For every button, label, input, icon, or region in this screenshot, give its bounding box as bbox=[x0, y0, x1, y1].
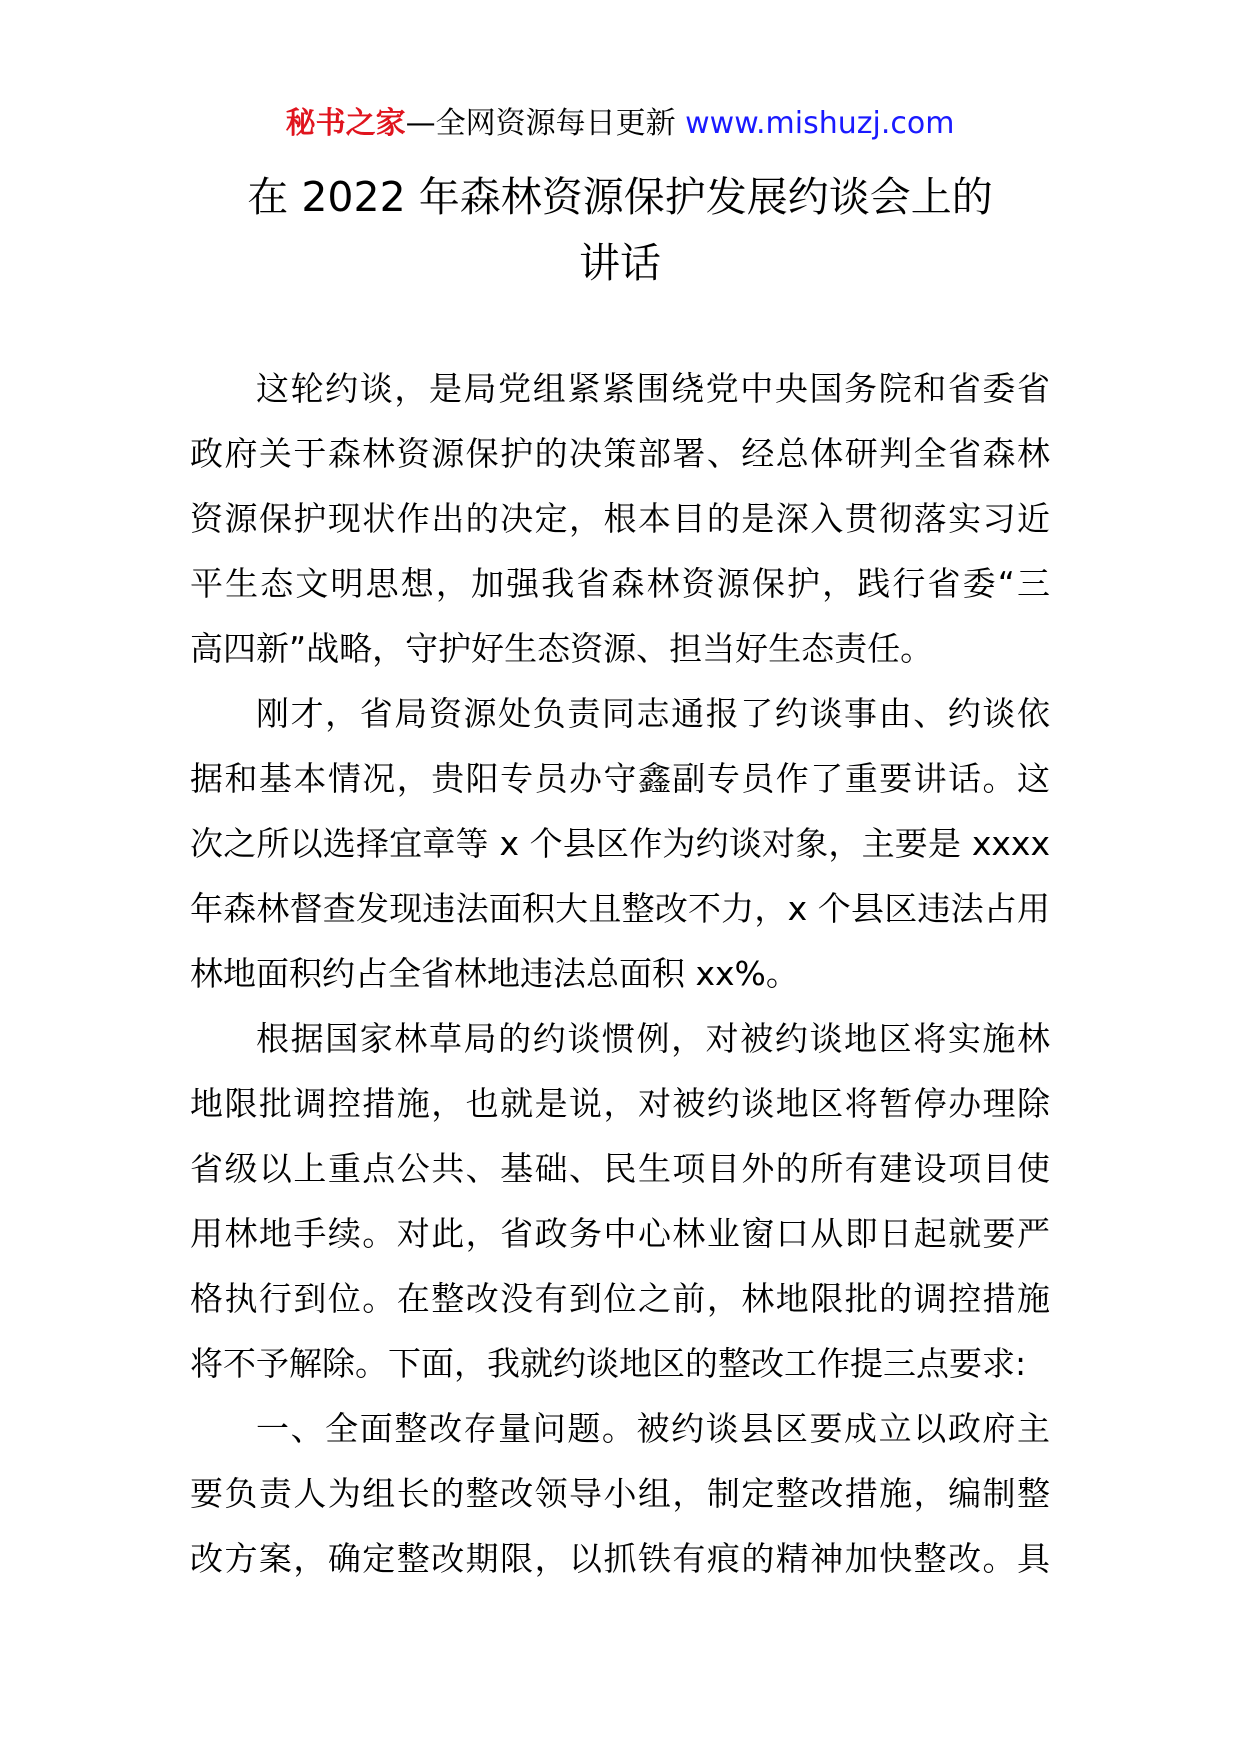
document-title bbox=[150, 164, 1090, 296]
paragraph-line: 这轮约谈，是局党组紧紧围绕党中央国务院和省委省 bbox=[256, 369, 1050, 408]
title-line-2: 讲话 bbox=[579, 239, 661, 287]
paragraph-line: 资源保护现状作出的决定，根本目的是深入贯彻落实习近 bbox=[190, 499, 1050, 538]
paragraph-1 bbox=[190, 356, 1050, 681]
paragraph-line: 一、全面整改存量问题。被约谈县区要成立以政府主 bbox=[256, 1409, 1050, 1448]
paragraph-line: 政府关于森林资源保护的决策部署、经总体研判全省森林 bbox=[190, 434, 1050, 473]
paragraph-line: 将不予解除。下面，我就约谈地区的整改工作提三点要求: bbox=[190, 1344, 1027, 1383]
paragraph-line: 平生态文明思想，加强我省森林资源保护，践行省委“三 bbox=[190, 564, 1050, 603]
paragraph-line: 改方案，确定整改期限，以抓铁有痕的精神加快整改。具 bbox=[190, 1539, 1050, 1578]
document-body bbox=[190, 356, 1050, 1591]
paragraph-line: 要负责人为组长的整改领导小组，制定整改措施，编制整 bbox=[190, 1474, 1050, 1513]
site-header bbox=[0, 104, 1240, 144]
title-line-1: 在 2022 年森林资源保护发展约谈会上的 bbox=[247, 173, 993, 221]
website-link[interactable]: www.mishuzj.com bbox=[685, 106, 955, 141]
paragraph-4 bbox=[190, 1396, 1050, 1591]
brand-name: 秘书之家 bbox=[285, 106, 406, 141]
header-slogan: —全网资源每日更新 bbox=[405, 106, 676, 141]
paragraph-line: 刚才，省局资源处负责同志通报了约谈事由、约谈依 bbox=[256, 694, 1050, 733]
paragraph-line: 地限批调控措施，也就是说，对被约谈地区将暂停办理除 bbox=[190, 1084, 1050, 1123]
paragraph-line: 据和基本情况，贵阳专员办守鑫副专员作了重要讲话。这 bbox=[190, 759, 1050, 798]
paragraph-line: 格执行到位。在整改没有到位之前，林地限批的调控措施 bbox=[190, 1279, 1050, 1318]
paragraph-3 bbox=[190, 1006, 1050, 1396]
paragraph-2 bbox=[190, 681, 1050, 1006]
paragraph-line: 根据国家林草局的约谈惯例，对被约谈地区将实施林 bbox=[256, 1019, 1050, 1058]
paragraph-line: 高四新”战略，守护好生态资源、担当好生态责任。 bbox=[190, 629, 934, 668]
paragraph-line: 省级以上重点公共、基础、民生项目外的所有建设项目使 bbox=[190, 1149, 1050, 1188]
paragraph-line: 林地面积约占全省林地违法总面积 xx%。 bbox=[190, 954, 799, 993]
paragraph-line: 年森林督查发现违法面积大且整改不力，x 个县区违法占用 bbox=[190, 889, 1050, 928]
paragraph-line: 用林地手续。对此，省政务中心林业窗口从即日起就要严 bbox=[190, 1214, 1050, 1253]
paragraph-line: 次之所以选择宜章等 x 个县区作为约谈对象，主要是 xxxx bbox=[190, 824, 1050, 863]
